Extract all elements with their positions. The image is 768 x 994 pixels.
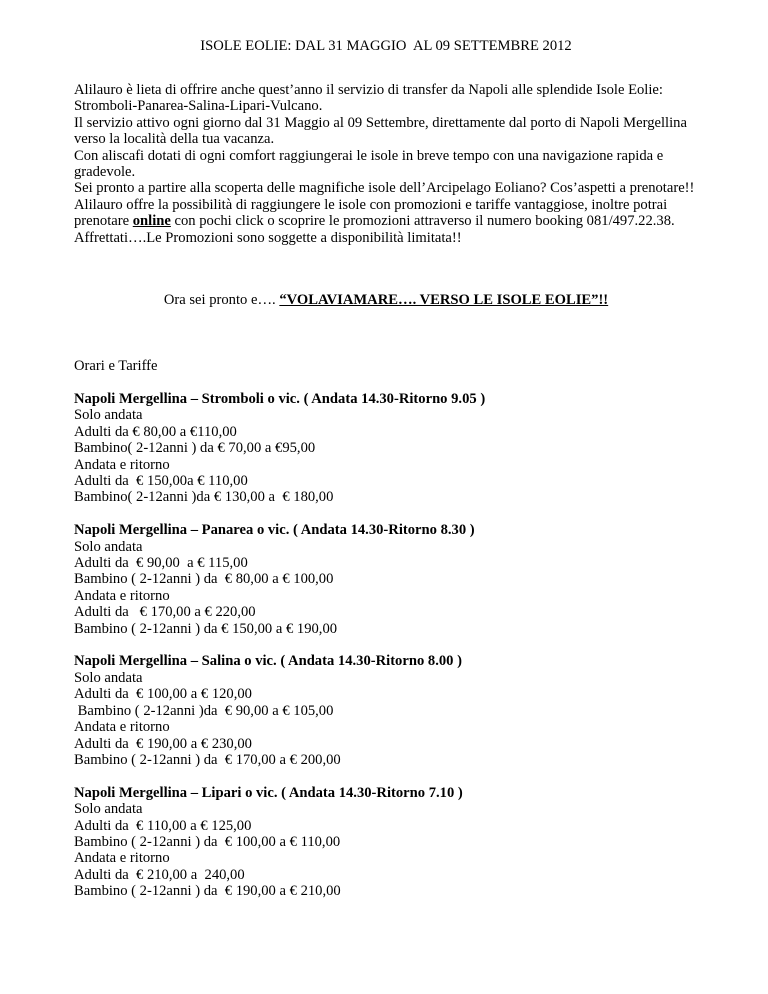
intro-paragraph: Con aliscafi dotati di ogni comfort raggiungerai le isole in breve tempo con una navigazione rapida e gradevole. <box>74 147 664 181</box>
intro-text <box>74 82 698 246</box>
route-line: Bambino ( 2-12anni ) da € 80,00 a € 100,00 <box>74 571 334 588</box>
route-line: Andata e ritorno <box>74 850 170 867</box>
route-line: Andata e ritorno <box>74 587 170 604</box>
route-line: Adulti da € 190,00 a € 230,00 <box>74 735 252 752</box>
slogan-emphasis: “VOLAVIAMARE…. VERSO LE ISOLE EOLIE”!! <box>279 292 609 308</box>
route-line: Solo andata <box>74 538 143 555</box>
intro-paragraph: Sei pronto a partire alla scoperta delle magnifiche isole dell’Arcipelago Eoliano? Cos’aspetti a prenotare!! <box>74 180 695 197</box>
route-line: Bambino( 2-12anni )da € 130,00 a € 180,00 <box>74 489 334 506</box>
route-title: Napoli Mergellina – Lipari o vic. ( Andata 14.30-Ritorno 7.10 ) <box>74 784 463 801</box>
route-block <box>74 391 698 506</box>
online-booking-link[interactable]: online <box>132 213 171 230</box>
route-line: Adulti da € 80,00 a €110,00 <box>74 423 237 440</box>
route-line: Andata e ritorno <box>74 456 170 473</box>
route-title: Napoli Mergellina – Salina o vic. ( Andata 14.30-Ritorno 8.00 ) <box>74 653 462 670</box>
route-line: Bambino ( 2-12anni ) da € 150,00 a € 190,00 <box>74 620 338 637</box>
route-line: Bambino( 2-12anni ) da € 70,00 a €95,00 <box>74 440 316 457</box>
route-block <box>74 785 698 900</box>
route-line: Bambino ( 2-12anni )da € 90,00 a € 105,00 <box>74 702 334 719</box>
intro-paragraph: Il servizio attivo ogni giorno dal 31 Maggio al 09 Settembre, direttamente dal porto di Napoli Mergellina verso la località della tua vacanza. <box>74 114 687 148</box>
intro-paragraph-booking <box>74 197 698 230</box>
document-title: ISOLE EOLIE: DAL 31 MAGGIO AL 09 SETTEMBRE 2012 <box>200 38 572 54</box>
route-line: Adulti da € 210,00 a 240,00 <box>74 866 245 883</box>
route-line: Solo andata <box>74 669 143 686</box>
booking-text-before: Alilauro offre la possibilità di raggiungere le isole con promozioni e tariffe vantaggiose, inoltre potrai prenotare <box>74 196 668 230</box>
route-line: Adulti da € 170,00 a € 220,00 <box>74 604 256 621</box>
route-line: Adulti da € 90,00 a € 115,00 <box>74 555 248 572</box>
route-line: Bambino ( 2-12anni ) da € 190,00 a € 210,00 <box>74 883 341 900</box>
route-line: Bambino ( 2-12anni ) da € 170,00 a € 200,00 <box>74 751 341 768</box>
route-line: Solo andata <box>74 801 143 818</box>
route-block <box>74 522 698 637</box>
route-title: Napoli Mergellina – Panarea o vic. ( Andata 14.30-Ritorno 8.30 ) <box>74 522 475 539</box>
slogan-prefix: Ora sei pronto e…. <box>163 292 280 308</box>
routes-list <box>74 391 698 916</box>
route-block <box>74 653 698 768</box>
route-line: Adulti da € 100,00 a € 120,00 <box>74 686 252 703</box>
section-heading-schedule: Orari e Tariffe <box>74 358 158 374</box>
route-line: Adulti da € 110,00 a € 125,00 <box>74 817 252 834</box>
booking-text-after: con pochi click o scoprire le promozioni attraverso il numero booking 081/497.22.38. <box>170 213 675 230</box>
slogan <box>74 292 698 308</box>
route-line: Solo andata <box>74 407 143 424</box>
intro-paragraph: Alilauro è lieta di offrire anche quest’anno il servizio di transfer da Napoli alle splendide Isole Eolie: Stromboli-Panarea-Salina-Lipari-Vulcano. <box>74 82 663 115</box>
route-line: Adulti da € 150,00a € 110,00 <box>74 473 248 490</box>
route-line: Andata e ritorno <box>74 719 170 736</box>
route-line: Bambino ( 2-12anni ) da € 100,00 a € 110,00 <box>74 833 341 850</box>
intro-paragraph: Affrettati….Le Promozioni sono soggette a disponibilità limitata!! <box>74 229 462 246</box>
route-title: Napoli Mergellina – Stromboli o vic. ( Andata 14.30-Ritorno 9.05 ) <box>74 391 486 407</box>
